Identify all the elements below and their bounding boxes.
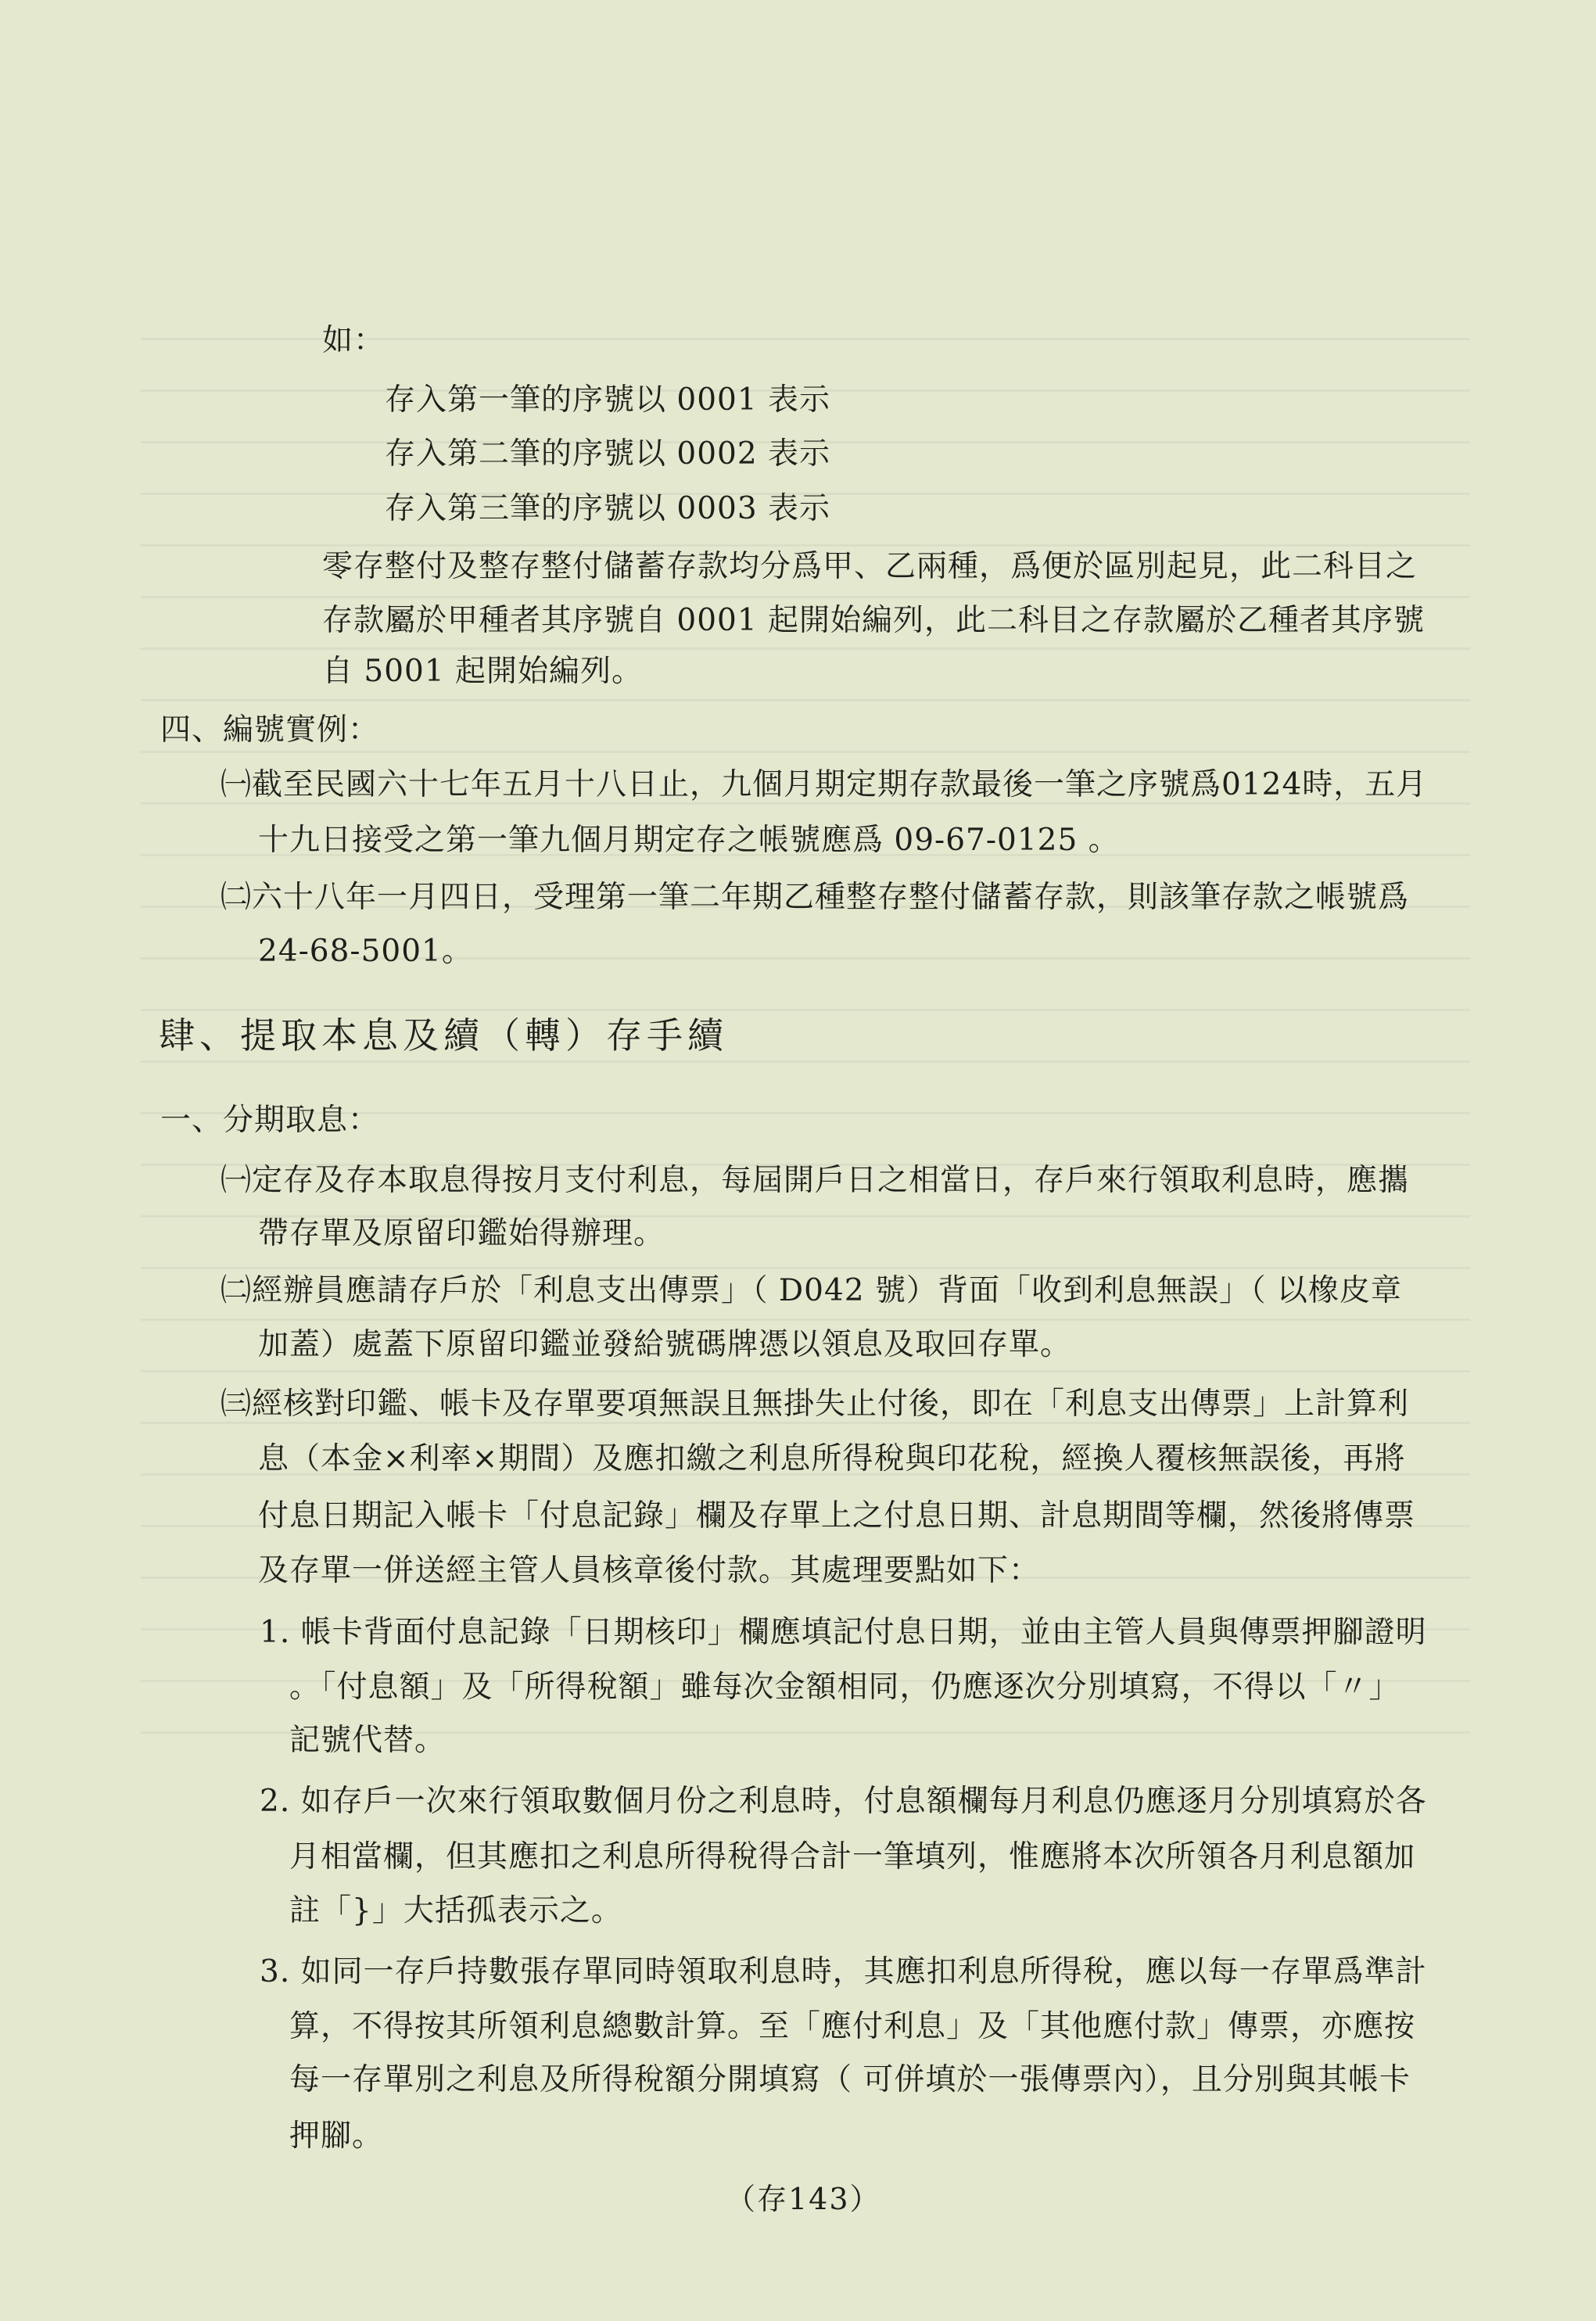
text-line: 3. 如同一存戶持數張存單同時領取利息時，其應扣利息所得稅，應以每一存單爲準計 bbox=[260, 1954, 1427, 1989]
text-line: 1. 帳卡背面付息記錄「日期核印」欄應填記付息日期，並由主管人員與傳票押腳證明 bbox=[260, 1615, 1427, 1650]
text-line: 。「付息額」及「所得稅額」雖每次金額相同，仍應逐次分別填寫，不得以「〃」 bbox=[289, 1670, 1401, 1705]
text-line: 帶存單及原留印鑑始得辦理。 bbox=[258, 1216, 665, 1251]
text-line: 月相當欄，但其應扣之利息所得稅得合計一筆填列，惟應將本次所領各月利息額加 bbox=[289, 1839, 1416, 1874]
text-line: ㈠截至民國六十七年五月十八日止，九個月期定期存款最後一筆之序號爲0124時，五月 bbox=[221, 767, 1428, 802]
text-line: 每一存單別之利息及所得稅額分開填寫（ 可併填於一張傳票內），且分別與其帳卡 bbox=[289, 2062, 1411, 2097]
text-line: 零存整付及整存整付儲蓄存款均分爲甲、乙兩種，爲便於區別起見，此二科目之 bbox=[322, 549, 1418, 584]
text-line: 及存單一併送經主管人員核章後付款。其處理要點如下： bbox=[258, 1553, 1041, 1588]
text-line: 如： bbox=[322, 323, 386, 358]
text-line: ㈢經核對印鑑、帳卡及存單要項無誤且無掛失止付後，即在「利息支出傳票」上計算利 bbox=[221, 1387, 1410, 1422]
text-line: 2. 如存戶一次來行領取數個月份之利息時，付息額欄每月利息仍應逐月分別填寫於各 bbox=[260, 1784, 1427, 1819]
text-line: 押腳。 bbox=[289, 2118, 384, 2154]
text-line: 付息日期記入帳卡「付息記錄」欄及存單上之付息日期、計息期間等欄，然後將傳票 bbox=[258, 1498, 1416, 1534]
section-heading: 一、分期取息： bbox=[160, 1103, 380, 1138]
text-line: 存款屬於甲種者其序號自 0001 起開始編列，此二科目之存款屬於乙種者其序號 bbox=[322, 603, 1426, 638]
chapter-heading: 肆、提取本息及續（轉）存手續 bbox=[159, 1014, 728, 1056]
text-line: 註「}」大括孤表示之。 bbox=[289, 1893, 622, 1928]
text-line: 存入第一筆的序號以 0001 表示 bbox=[385, 382, 831, 418]
text-line: 24-68-5001。 bbox=[258, 934, 473, 969]
text-line: 自 5001 起開始編列。 bbox=[322, 654, 644, 689]
section-heading: 四、編號實例： bbox=[160, 712, 380, 748]
text-line: ㈡六十八年一月四日，受理第一筆二年期乙種整存整付儲蓄存款，則該筆存款之帳號爲 bbox=[221, 880, 1410, 915]
text-line: 存入第二筆的序號以 0002 表示 bbox=[385, 436, 831, 472]
text-line: ㈠定存及存本取息得按月支付利息，每屆開戶日之相當日，存戶來行領取利息時，應攜 bbox=[221, 1163, 1410, 1198]
page-number: （存143） bbox=[726, 2182, 881, 2216]
text-line: 十九日接受之第一筆九個月期定存之帳號應爲 09-67-0125 。 bbox=[258, 823, 1120, 858]
text-line: ㈡經辦員應請存戶於「利息支出傳票」（ D042 號）背面「收到利息無誤」（ 以橡皮章 bbox=[221, 1273, 1402, 1308]
text-line: 息（本金×利率×期間）及應扣繳之利息所得稅與印花稅，經換人覆核無誤後，再將 bbox=[258, 1441, 1406, 1476]
text-line: 記號代替。 bbox=[289, 1723, 447, 1758]
text-line: 算，不得按其所領利息總數計算。至「應付利息」及「其他應付款」傳票，亦應按 bbox=[289, 2009, 1416, 2044]
text-line: 加蓋）處蓋下原留印鑑並發給號碼牌憑以領息及取回存單。 bbox=[258, 1327, 1072, 1362]
text-line: 存入第三筆的序號以 0003 表示 bbox=[385, 491, 831, 526]
